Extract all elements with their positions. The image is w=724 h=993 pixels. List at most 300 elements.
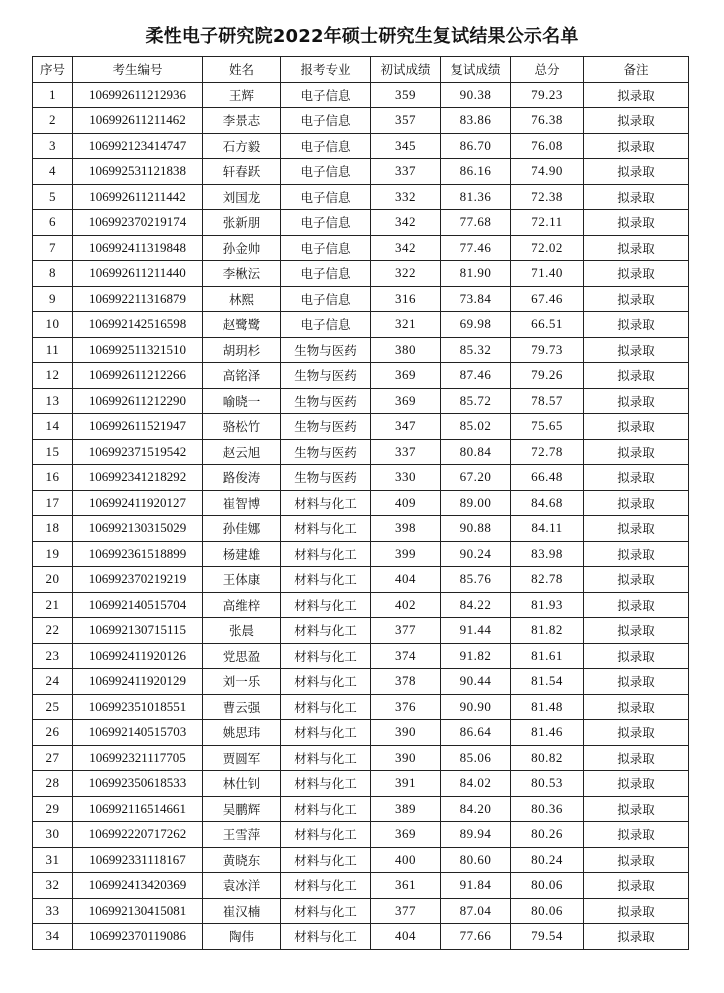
cell-name: 胡玥杉 [203, 337, 281, 363]
cell-index: 33 [33, 898, 73, 924]
cell-prelim-score: 332 [371, 184, 441, 210]
cell-prelim-score: 402 [371, 592, 441, 618]
cell-prelim-score: 400 [371, 847, 441, 873]
cell-major: 材料与化工 [281, 541, 371, 567]
cell-index: 4 [33, 159, 73, 185]
cell-note: 拟录取 [584, 286, 689, 312]
cell-note: 拟录取 [584, 796, 689, 822]
cell-prelim-score: 390 [371, 720, 441, 746]
cell-major: 生物与医药 [281, 337, 371, 363]
results-table [32, 56, 689, 950]
cell-note: 拟录取 [584, 388, 689, 414]
cell-candidate-id: 106992411920127 [73, 490, 203, 516]
cell-note: 拟录取 [584, 439, 689, 465]
cell-total: 81.82 [511, 618, 584, 644]
cell-candidate-id: 106992370219174 [73, 210, 203, 236]
table-row [33, 694, 689, 720]
header-row [33, 57, 689, 83]
cell-candidate-id: 106992220717262 [73, 822, 203, 848]
cell-index: 1 [33, 82, 73, 108]
cell-index: 14 [33, 414, 73, 440]
cell-note: 拟录取 [584, 108, 689, 134]
cell-retest-score: 83.86 [441, 108, 511, 134]
cell-retest-score: 81.90 [441, 261, 511, 287]
cell-index: 8 [33, 261, 73, 287]
cell-retest-score: 69.98 [441, 312, 511, 338]
cell-name: 李景志 [203, 108, 281, 134]
cell-index: 15 [33, 439, 73, 465]
cell-retest-score: 90.38 [441, 82, 511, 108]
cell-candidate-id: 106992123414747 [73, 133, 203, 159]
cell-total: 80.82 [511, 745, 584, 771]
cell-name: 轩春跃 [203, 159, 281, 185]
cell-retest-score: 86.16 [441, 159, 511, 185]
cell-major: 电子信息 [281, 184, 371, 210]
cell-total: 81.61 [511, 643, 584, 669]
cell-prelim-score: 342 [371, 210, 441, 236]
cell-prelim-score: 316 [371, 286, 441, 312]
cell-candidate-id: 106992116514661 [73, 796, 203, 822]
cell-total: 72.11 [511, 210, 584, 236]
cell-prelim-score: 409 [371, 490, 441, 516]
cell-prelim-score: 369 [371, 388, 441, 414]
table-row [33, 567, 689, 593]
cell-name: 高维梓 [203, 592, 281, 618]
cell-note: 拟录取 [584, 567, 689, 593]
table-row [33, 592, 689, 618]
cell-retest-score: 85.76 [441, 567, 511, 593]
cell-retest-score: 86.64 [441, 720, 511, 746]
cell-retest-score: 90.44 [441, 669, 511, 695]
cell-total: 67.46 [511, 286, 584, 312]
cell-prelim-score: 322 [371, 261, 441, 287]
cell-retest-score: 89.00 [441, 490, 511, 516]
cell-prelim-score: 380 [371, 337, 441, 363]
cell-retest-score: 80.84 [441, 439, 511, 465]
cell-note: 拟录取 [584, 592, 689, 618]
cell-retest-score: 91.44 [441, 618, 511, 644]
cell-prelim-score: 321 [371, 312, 441, 338]
cell-prelim-score: 377 [371, 618, 441, 644]
cell-note: 拟录取 [584, 873, 689, 899]
cell-name: 林熙 [203, 286, 281, 312]
table-row [33, 388, 689, 414]
cell-total: 76.08 [511, 133, 584, 159]
table-row [33, 261, 689, 287]
cell-major: 电子信息 [281, 159, 371, 185]
cell-major: 生物与医药 [281, 439, 371, 465]
cell-name: 刘国龙 [203, 184, 281, 210]
cell-candidate-id: 106992142516598 [73, 312, 203, 338]
header-index: 序号 [33, 57, 73, 83]
cell-candidate-id: 106992411920129 [73, 669, 203, 695]
cell-candidate-id: 106992531121838 [73, 159, 203, 185]
cell-total: 81.48 [511, 694, 584, 720]
cell-index: 21 [33, 592, 73, 618]
table-row [33, 669, 689, 695]
cell-name: 路俊涛 [203, 465, 281, 491]
cell-candidate-id: 106992411920126 [73, 643, 203, 669]
cell-total: 80.53 [511, 771, 584, 797]
cell-total: 75.65 [511, 414, 584, 440]
cell-retest-score: 67.20 [441, 465, 511, 491]
cell-major: 材料与化工 [281, 771, 371, 797]
table-row [33, 822, 689, 848]
cell-note: 拟录取 [584, 669, 689, 695]
cell-index: 27 [33, 745, 73, 771]
header-candidate-id: 考生编号 [73, 57, 203, 83]
cell-index: 32 [33, 873, 73, 899]
table-row [33, 414, 689, 440]
table-row [33, 643, 689, 669]
cell-index: 6 [33, 210, 73, 236]
cell-prelim-score: 389 [371, 796, 441, 822]
cell-retest-score: 90.90 [441, 694, 511, 720]
cell-major: 材料与化工 [281, 669, 371, 695]
cell-major: 材料与化工 [281, 847, 371, 873]
cell-candidate-id: 106992611212290 [73, 388, 203, 414]
cell-prelim-score: 337 [371, 159, 441, 185]
cell-candidate-id: 106992130315029 [73, 516, 203, 542]
cell-retest-score: 84.22 [441, 592, 511, 618]
cell-note: 拟录取 [584, 694, 689, 720]
cell-total: 80.06 [511, 873, 584, 899]
cell-index: 29 [33, 796, 73, 822]
cell-prelim-score: 374 [371, 643, 441, 669]
table-row [33, 898, 689, 924]
cell-note: 拟录取 [584, 490, 689, 516]
cell-name: 袁冰洋 [203, 873, 281, 899]
cell-major: 材料与化工 [281, 516, 371, 542]
cell-note: 拟录取 [584, 618, 689, 644]
cell-index: 9 [33, 286, 73, 312]
cell-candidate-id: 106992321117705 [73, 745, 203, 771]
cell-candidate-id: 106992371519542 [73, 439, 203, 465]
header-prelim-score: 初试成绩 [371, 57, 441, 83]
cell-name: 黄晓东 [203, 847, 281, 873]
cell-note: 拟录取 [584, 822, 689, 848]
cell-retest-score: 89.94 [441, 822, 511, 848]
cell-retest-score: 77.46 [441, 235, 511, 261]
cell-total: 84.11 [511, 516, 584, 542]
cell-index: 26 [33, 720, 73, 746]
cell-name: 张新朋 [203, 210, 281, 236]
cell-prelim-score: 404 [371, 567, 441, 593]
table-row [33, 720, 689, 746]
table-row [33, 210, 689, 236]
cell-note: 拟录取 [584, 312, 689, 338]
cell-index: 7 [33, 235, 73, 261]
cell-note: 拟录取 [584, 924, 689, 950]
cell-retest-score: 84.02 [441, 771, 511, 797]
cell-major: 电子信息 [281, 312, 371, 338]
cell-total: 81.46 [511, 720, 584, 746]
cell-index: 23 [33, 643, 73, 669]
table-row [33, 363, 689, 389]
cell-major: 生物与医药 [281, 388, 371, 414]
cell-total: 83.98 [511, 541, 584, 567]
header-name: 姓名 [203, 57, 281, 83]
cell-index: 12 [33, 363, 73, 389]
cell-candidate-id: 106992511321510 [73, 337, 203, 363]
cell-prelim-score: 345 [371, 133, 441, 159]
cell-prelim-score: 391 [371, 771, 441, 797]
cell-total: 66.51 [511, 312, 584, 338]
cell-index: 11 [33, 337, 73, 363]
cell-major: 材料与化工 [281, 720, 371, 746]
table-body [33, 82, 689, 949]
cell-total: 80.24 [511, 847, 584, 873]
cell-index: 30 [33, 822, 73, 848]
cell-index: 22 [33, 618, 73, 644]
cell-note: 拟录取 [584, 465, 689, 491]
cell-major: 电子信息 [281, 261, 371, 287]
cell-retest-score: 91.84 [441, 873, 511, 899]
cell-total: 79.73 [511, 337, 584, 363]
table-row [33, 873, 689, 899]
table-row [33, 337, 689, 363]
cell-prelim-score: 330 [371, 465, 441, 491]
cell-candidate-id: 106992140515704 [73, 592, 203, 618]
cell-note: 拟录取 [584, 745, 689, 771]
cell-total: 81.93 [511, 592, 584, 618]
cell-candidate-id: 106992331118167 [73, 847, 203, 873]
cell-candidate-id: 106992611521947 [73, 414, 203, 440]
cell-total: 74.90 [511, 159, 584, 185]
cell-index: 19 [33, 541, 73, 567]
cell-note: 拟录取 [584, 771, 689, 797]
cell-major: 电子信息 [281, 108, 371, 134]
cell-retest-score: 77.66 [441, 924, 511, 950]
table-row [33, 235, 689, 261]
cell-note: 拟录取 [584, 847, 689, 873]
header-note: 备注 [584, 57, 689, 83]
table-row [33, 771, 689, 797]
cell-total: 78.57 [511, 388, 584, 414]
cell-retest-score: 90.88 [441, 516, 511, 542]
table-row [33, 465, 689, 491]
cell-note: 拟录取 [584, 414, 689, 440]
cell-candidate-id: 106992611212936 [73, 82, 203, 108]
cell-retest-score: 85.32 [441, 337, 511, 363]
cell-candidate-id: 106992370219219 [73, 567, 203, 593]
cell-index: 3 [33, 133, 73, 159]
cell-total: 76.38 [511, 108, 584, 134]
cell-name: 刘一乐 [203, 669, 281, 695]
cell-index: 16 [33, 465, 73, 491]
cell-note: 拟录取 [584, 363, 689, 389]
cell-candidate-id: 106992130415081 [73, 898, 203, 924]
cell-major: 材料与化工 [281, 796, 371, 822]
cell-note: 拟录取 [584, 82, 689, 108]
cell-prelim-score: 390 [371, 745, 441, 771]
cell-name: 骆松竹 [203, 414, 281, 440]
table-row [33, 745, 689, 771]
cell-index: 20 [33, 567, 73, 593]
table-row [33, 286, 689, 312]
cell-retest-score: 73.84 [441, 286, 511, 312]
cell-note: 拟录取 [584, 898, 689, 924]
cell-major: 材料与化工 [281, 567, 371, 593]
cell-note: 拟录取 [584, 261, 689, 287]
table-row [33, 159, 689, 185]
cell-name: 林仕钊 [203, 771, 281, 797]
cell-candidate-id: 106992611212266 [73, 363, 203, 389]
cell-major: 材料与化工 [281, 873, 371, 899]
table-row [33, 618, 689, 644]
cell-name: 喻晓一 [203, 388, 281, 414]
cell-index: 13 [33, 388, 73, 414]
cell-candidate-id: 106992413420369 [73, 873, 203, 899]
cell-major: 生物与医药 [281, 363, 371, 389]
cell-total: 79.26 [511, 363, 584, 389]
cell-note: 拟录取 [584, 184, 689, 210]
cell-retest-score: 85.02 [441, 414, 511, 440]
cell-index: 17 [33, 490, 73, 516]
table-row [33, 847, 689, 873]
cell-index: 5 [33, 184, 73, 210]
table-row [33, 108, 689, 134]
cell-candidate-id: 106992140515703 [73, 720, 203, 746]
table-row [33, 516, 689, 542]
cell-index: 2 [33, 108, 73, 134]
cell-note: 拟录取 [584, 720, 689, 746]
cell-prelim-score: 369 [371, 822, 441, 848]
cell-name: 王辉 [203, 82, 281, 108]
cell-retest-score: 85.06 [441, 745, 511, 771]
cell-total: 80.26 [511, 822, 584, 848]
cell-candidate-id: 106992611211462 [73, 108, 203, 134]
cell-name: 王体康 [203, 567, 281, 593]
cell-note: 拟录取 [584, 210, 689, 236]
cell-name: 吴鹏辉 [203, 796, 281, 822]
table-row [33, 924, 689, 950]
cell-prelim-score: 342 [371, 235, 441, 261]
cell-candidate-id: 106992341218292 [73, 465, 203, 491]
cell-candidate-id: 106992211316879 [73, 286, 203, 312]
cell-prelim-score: 377 [371, 898, 441, 924]
cell-candidate-id: 106992411319848 [73, 235, 203, 261]
cell-index: 10 [33, 312, 73, 338]
cell-major: 电子信息 [281, 210, 371, 236]
cell-note: 拟录取 [584, 133, 689, 159]
document-title: 柔性电子研究院2022年硕士研究生复试结果公示名单 [145, 26, 579, 47]
cell-prelim-score: 357 [371, 108, 441, 134]
cell-index: 25 [33, 694, 73, 720]
cell-total: 81.54 [511, 669, 584, 695]
cell-note: 拟录取 [584, 643, 689, 669]
cell-major: 电子信息 [281, 82, 371, 108]
cell-major: 材料与化工 [281, 490, 371, 516]
cell-total: 79.23 [511, 82, 584, 108]
cell-name: 李楸沄 [203, 261, 281, 287]
cell-name: 张晨 [203, 618, 281, 644]
cell-major: 电子信息 [281, 286, 371, 312]
cell-total: 72.02 [511, 235, 584, 261]
cell-major: 材料与化工 [281, 618, 371, 644]
cell-note: 拟录取 [584, 159, 689, 185]
header-total: 总分 [511, 57, 584, 83]
table-row [33, 184, 689, 210]
cell-name: 赵云旭 [203, 439, 281, 465]
cell-total: 71.40 [511, 261, 584, 287]
table-row [33, 312, 689, 338]
cell-index: 31 [33, 847, 73, 873]
cell-candidate-id: 106992350618533 [73, 771, 203, 797]
cell-prelim-score: 347 [371, 414, 441, 440]
cell-name: 曹云强 [203, 694, 281, 720]
cell-retest-score: 86.70 [441, 133, 511, 159]
cell-prelim-score: 337 [371, 439, 441, 465]
table-row [33, 796, 689, 822]
cell-major: 电子信息 [281, 235, 371, 261]
cell-name: 贾圆军 [203, 745, 281, 771]
cell-major: 材料与化工 [281, 898, 371, 924]
table-row [33, 82, 689, 108]
cell-total: 72.78 [511, 439, 584, 465]
table-row [33, 490, 689, 516]
cell-prelim-score: 376 [371, 694, 441, 720]
cell-major: 材料与化工 [281, 745, 371, 771]
cell-major: 材料与化工 [281, 643, 371, 669]
cell-index: 24 [33, 669, 73, 695]
cell-major: 生物与医药 [281, 414, 371, 440]
cell-name: 赵鹭鹭 [203, 312, 281, 338]
cell-name: 崔智博 [203, 490, 281, 516]
cell-name: 高铭泽 [203, 363, 281, 389]
cell-prelim-score: 378 [371, 669, 441, 695]
cell-note: 拟录取 [584, 516, 689, 542]
cell-retest-score: 84.20 [441, 796, 511, 822]
cell-name: 陶伟 [203, 924, 281, 950]
cell-major: 材料与化工 [281, 924, 371, 950]
cell-candidate-id: 106992361518899 [73, 541, 203, 567]
cell-retest-score: 87.46 [441, 363, 511, 389]
cell-note: 拟录取 [584, 235, 689, 261]
cell-prelim-score: 369 [371, 363, 441, 389]
cell-retest-score: 90.24 [441, 541, 511, 567]
cell-note: 拟录取 [584, 337, 689, 363]
cell-candidate-id: 106992351018551 [73, 694, 203, 720]
cell-prelim-score: 359 [371, 82, 441, 108]
cell-name: 崔汉楠 [203, 898, 281, 924]
cell-note: 拟录取 [584, 541, 689, 567]
cell-prelim-score: 399 [371, 541, 441, 567]
cell-index: 18 [33, 516, 73, 542]
cell-total: 84.68 [511, 490, 584, 516]
cell-total: 80.06 [511, 898, 584, 924]
cell-major: 电子信息 [281, 133, 371, 159]
cell-major: 材料与化工 [281, 822, 371, 848]
cell-retest-score: 91.82 [441, 643, 511, 669]
cell-candidate-id: 106992611211440 [73, 261, 203, 287]
cell-total: 79.54 [511, 924, 584, 950]
cell-index: 34 [33, 924, 73, 950]
cell-index: 28 [33, 771, 73, 797]
cell-prelim-score: 404 [371, 924, 441, 950]
table-row [33, 541, 689, 567]
cell-major: 材料与化工 [281, 592, 371, 618]
cell-total: 82.78 [511, 567, 584, 593]
cell-name: 党思盈 [203, 643, 281, 669]
cell-retest-score: 77.68 [441, 210, 511, 236]
cell-candidate-id: 106992130715115 [73, 618, 203, 644]
header-retest-score: 复试成绩 [441, 57, 511, 83]
cell-name: 王雪萍 [203, 822, 281, 848]
table-row [33, 439, 689, 465]
table-row [33, 133, 689, 159]
cell-name: 孙佳娜 [203, 516, 281, 542]
